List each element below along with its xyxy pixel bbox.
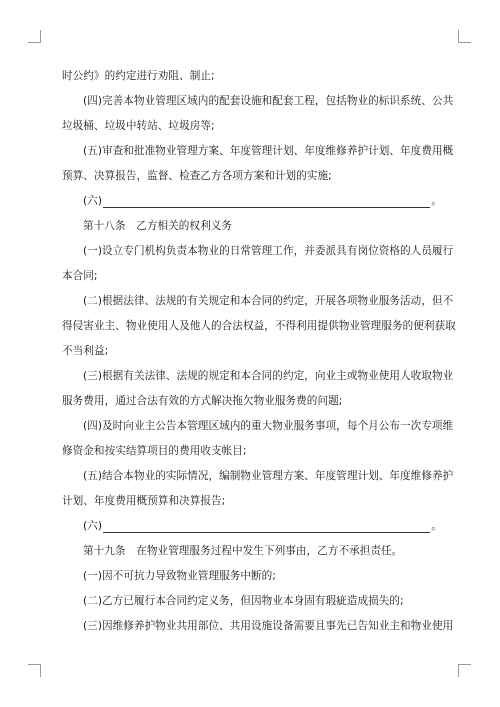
document-line: (三)因维修养护物业共用部位、共用设施设备需要且事先已告知业主和物业使用 bbox=[83, 620, 454, 632]
document-line: 计划、年度费用概预算和决算报告; bbox=[62, 495, 226, 507]
document-body bbox=[62, 64, 456, 639]
document-line: (四)及时向业主公告本管理区域内的重大物业服务事项，每个月公布一次专项维 bbox=[83, 420, 454, 432]
document-line bbox=[62, 189, 442, 214]
document-line: 第十八条 乙方相关的权利义务 bbox=[83, 220, 233, 232]
document-line: 预算、决算报告，监督、检查乙方各项方案和计划的实施; bbox=[62, 170, 332, 182]
document-line: (三)根据有关法律、法规的规定和本合同的约定，向业主或物业使用人收取物业 bbox=[83, 370, 454, 382]
document-line: 本合同; bbox=[62, 270, 98, 282]
document-line: 垃圾桶、垃圾中转站、垃圾房等; bbox=[62, 120, 215, 132]
line-end-punctuation: 。 bbox=[431, 520, 442, 532]
fill-in-blank bbox=[103, 532, 430, 533]
document-line: (二)乙方已履行本合同约定义务，但因物业本身固有瑕疵造成损失的; bbox=[83, 595, 404, 607]
document-line: (二)根据法律、法规的有关规定和本合同的约定，开展各项物业服务活动，但不 bbox=[83, 295, 454, 307]
document-line: 得侵害业主、物业使用人及他人的合法权益，不得利用提供物业管理服务的便利获取 bbox=[62, 320, 456, 332]
clause-label: (六) bbox=[83, 195, 103, 207]
crop-mark-top-left bbox=[28, 30, 41, 43]
document-line: (五)审查和批准物业管理方案、年度管理计划、年度维修养护计划、年度费用概 bbox=[83, 145, 454, 157]
crop-mark-top-right bbox=[458, 30, 471, 43]
document-line: 修资金和按实结算项目的费用收支帐目; bbox=[62, 445, 247, 457]
crop-mark-bottom-left bbox=[28, 664, 41, 677]
crop-mark-bottom-right bbox=[458, 664, 471, 677]
document-line: (四)完善本物业管理区域内的配套设施和配套工程，包括物业的标识系统、公共 bbox=[83, 95, 454, 107]
fill-in-blank bbox=[103, 207, 430, 208]
document-line: 不当利益; bbox=[62, 345, 109, 357]
document-line: (一)因不可抗力导致物业管理服务中断的; bbox=[83, 570, 276, 582]
document-line: (五)结合本物业的实际情况，编制物业管理方案、年度管理计划、年度维修养护 bbox=[83, 470, 454, 482]
document-line: 服务费用，通过合法有效的方式解决拖欠物业服务费的问题; bbox=[62, 395, 343, 407]
clause-label: (六) bbox=[83, 520, 103, 532]
document-line: 第十九条 在物业管理服务过程中发生下列事由，乙方不承担责任。 bbox=[83, 545, 403, 557]
document-line: (一)设立专门机构负责本物业的日常管理工作，并委派具有岗位资格的人员履行 bbox=[83, 245, 454, 257]
document-line bbox=[62, 514, 442, 539]
document-line: 时公约》的约定进行劝阻、制止; bbox=[62, 70, 215, 82]
line-end-punctuation: 。 bbox=[431, 195, 442, 207]
